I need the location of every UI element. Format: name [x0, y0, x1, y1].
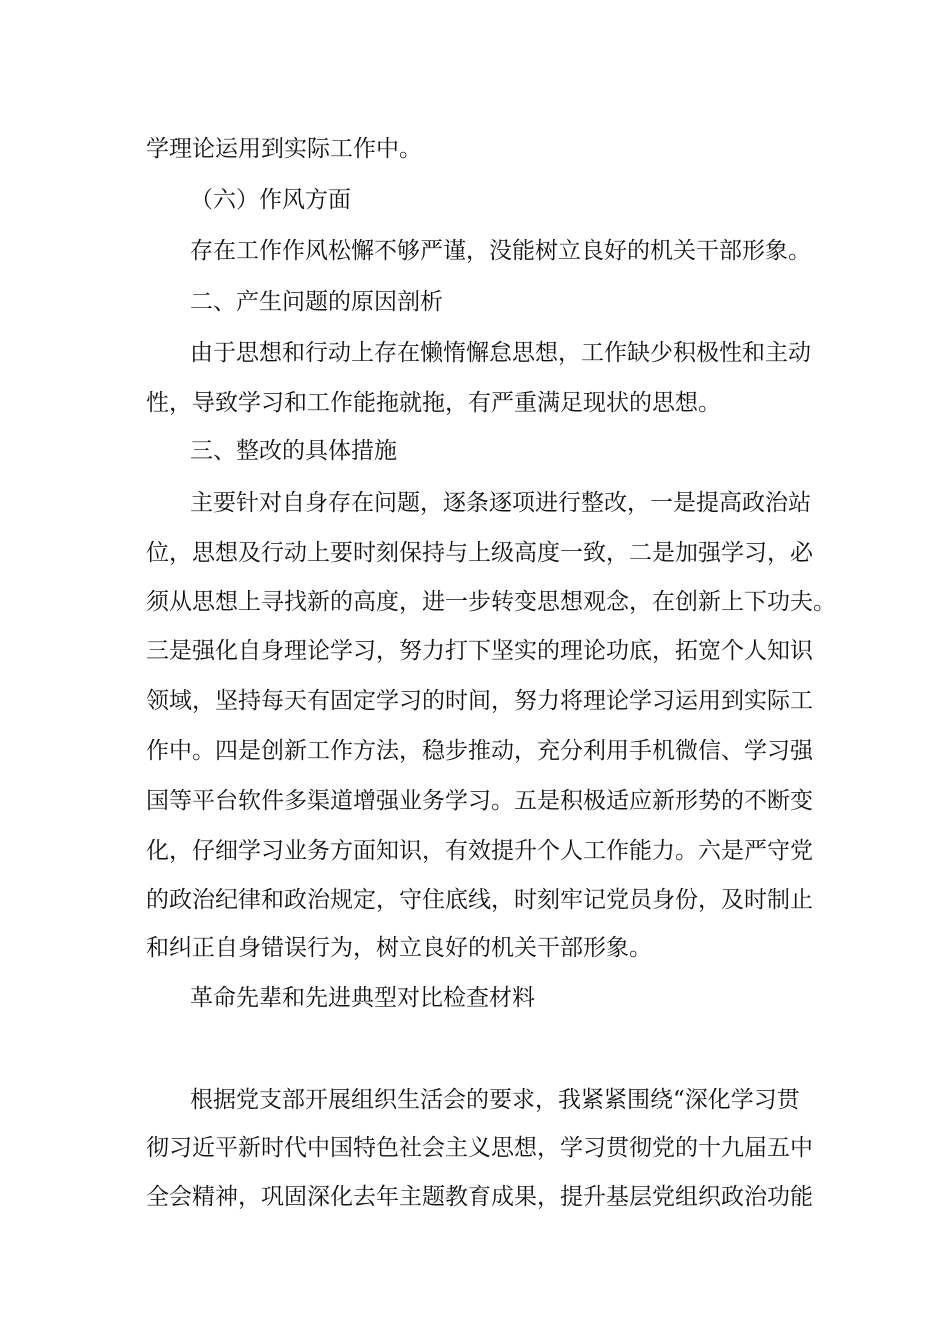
text-line-12: 领域，坚持每天有固定学习的时间，努力将理论学习运用到实际工	[146, 688, 813, 714]
text-line-15: 化，仔细学习业务方面知识，有效提升个人工作能力。六是严守党	[146, 838, 813, 864]
text-line-6: 性，导致学习和工作能拖就拖，有严重满足现状的思想。	[146, 390, 721, 416]
text-line-16: 的政治纪律和政治规定，守住底线，时刻牢记党员身份，及时制止	[146, 887, 813, 913]
text-line-3: 存在工作作风松懈不够严谨，没能树立良好的机关干部形象。	[190, 238, 811, 264]
text-line-17: 和纠正自身错误行为，树立良好的机关干部形象。	[146, 935, 652, 961]
text-line-8: 主要针对自身存在问题，逐条逐项进行整改，一是提高政治站	[190, 490, 811, 516]
text-line-13: 作中。四是创新工作方法，稳步推动，充分利用手机微信、学习强	[146, 738, 813, 764]
text-line-5: 由于思想和行动上存在懒惰懈怠思想，工作缺少积极性和主动	[190, 340, 811, 366]
text-line-9: 位，思想及行动上要时刻保持与上级高度一致，二是加强学习，必	[146, 540, 813, 566]
text-line-10: 须从思想上寻找新的高度，进一步转变思想观念，在创新上下功夫。	[146, 589, 836, 615]
text-line-1: 学理论运用到实际工作中。	[146, 136, 422, 162]
section-heading-causes: 二、产生问题的原因剖析	[190, 289, 443, 315]
document-subtitle: 革命先辈和先进典型对比检查材料	[190, 985, 535, 1011]
text-line-21: 全会精神，巩固深化去年主题教育成果，提升基层党组织政治功能	[146, 1184, 813, 1210]
section-heading-measures: 三、整改的具体措施	[190, 438, 397, 464]
text-line-19: 根据党支部开展组织生活会的要求，我紧紧围绕“深化学习贯	[190, 1087, 800, 1113]
text-line-20: 彻习近平新时代中国特色社会主义思想，学习贯彻党的十九届五中	[146, 1135, 813, 1161]
text-line-11: 三是强化自身理论学习，努力打下坚实的理论功底，拓宽个人知识	[146, 638, 813, 664]
text-line-14: 国等平台软件多渠道增强业务学习。五是积极适应新形势的不断变	[146, 788, 813, 814]
section-heading-style: （六）作风方面	[190, 187, 351, 213]
